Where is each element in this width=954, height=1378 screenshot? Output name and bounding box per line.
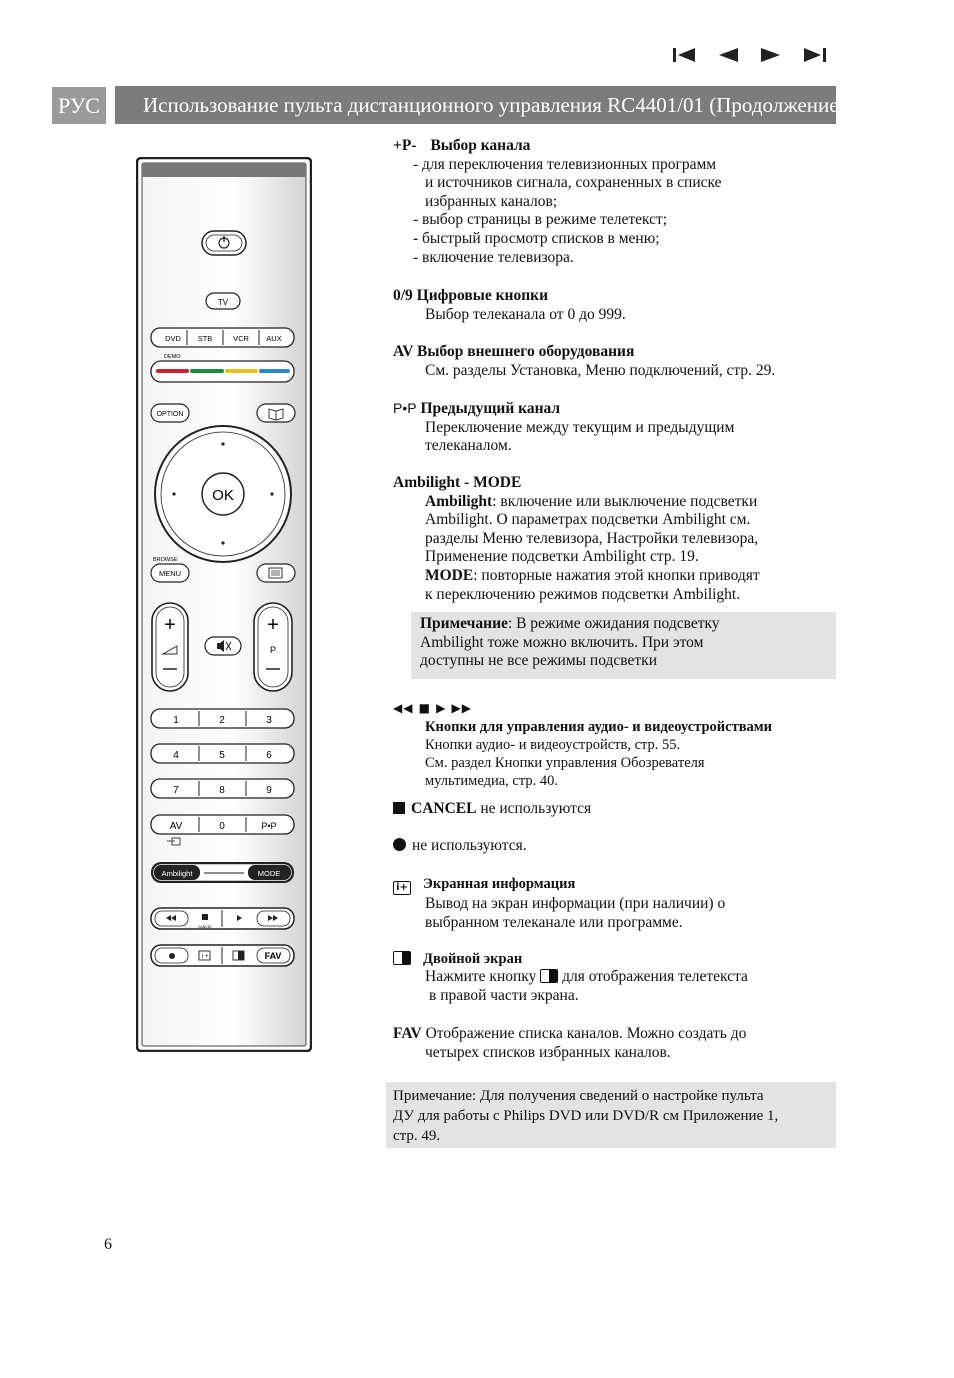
media-section: ◀◀ ■ ▶ ▶▶ Кнопки для управления аудио- и видеоустройствами Кнопки аудио- и видеоустройств, стр. 55. См. раздел Кнопки управления Обозревателя мультимедиа, стр. 40. [393, 699, 843, 790]
digit-row-1 [151, 709, 294, 728]
navigation-ring [155, 426, 291, 562]
svg-text:+: + [205, 954, 209, 960]
ambilight-note: Примечание: В режиме ожидания подсветку Ambilight тоже можно включить. При этом доступны не все режимы подсветки [411, 612, 836, 679]
pp-label: P•P [261, 821, 277, 831]
teletext-button [257, 564, 295, 582]
page-title: Использование пульта дистанционного управления RC4401/01 (Продолжение) [115, 86, 836, 124]
channel-key: +P- [393, 137, 417, 154]
stop-icon [393, 802, 405, 814]
tv-button [206, 293, 240, 309]
mode-label: MODE [257, 869, 281, 878]
info-section: i+ Экранная информация Вывод на экран информации (при наличии) о выбранном телеканале или программе. [393, 875, 843, 932]
record-icon [393, 838, 406, 851]
info-title: Экранная информация [423, 876, 576, 892]
media-control-row [151, 908, 294, 929]
ok-label: OK [212, 487, 234, 504]
pp-section: P•P Предыдущий канал Переключение между текущим и предыдущим телеканалом. [393, 400, 735, 455]
page-navigation [670, 44, 835, 66]
ambilight-section: Ambilight - MODE Ambilight: включение или выключение подсветки Ambilight. О параметрах подсветки Ambilight см. разделы Меню телевизора, Настройки телевизора, Применение подсветки Ambilight стр. 19. MODE: повторные нажатия этой кнопки приводят к переключению режимов подсветки Ambilight. [393, 474, 843, 604]
menu-label: MENU [158, 569, 182, 578]
svg-text:3: 3 [266, 715, 272, 726]
svg-text:1: 1 [173, 715, 179, 726]
source-buttons [151, 328, 294, 347]
channel-title: Выбор канала [430, 137, 531, 154]
svg-text:7: 7 [173, 785, 179, 796]
menu-button [151, 564, 189, 582]
svg-text:4: 4 [173, 750, 179, 761]
info-icon: i+ [393, 881, 411, 895]
guide-button [257, 404, 295, 422]
browse-label: BROWSE [153, 557, 178, 563]
remote-control-illustration [136, 157, 312, 1052]
dvd-label: DVD [165, 334, 181, 343]
option-button [151, 404, 189, 422]
pp-title: Предыдущий канал [420, 400, 561, 417]
page-number: 6 [104, 1236, 112, 1253]
media-title: Кнопки для управления аудио- и видеоустройствами [425, 718, 773, 735]
ambilight-bar [151, 862, 294, 883]
program-rocker [254, 603, 292, 691]
pp-key: P•P [393, 400, 417, 416]
dual-screen-section: Двойной экран Нажмите кнопку для отображения телетекста в правой части экрана. [393, 950, 843, 1005]
vcr-label: VCR [233, 334, 249, 343]
digit-row-4 [151, 815, 294, 834]
digit-row-2 [151, 744, 294, 763]
bottom-note: Примечание: Для получения сведений о настройке пульта ДУ для работы с Philips DVD или DVD/R см Приложение 1, стр. 49. [386, 1082, 836, 1148]
channel-section: +P- Выбор канала - для переключения телевизионных программ и источников сигнала, сохраненных в списке избранных каналов; - выбор страницы в режиме телетекст; - быстрый просмотр списков в меню; - включение телевизора. [393, 137, 722, 266]
svg-text:+: + [267, 614, 279, 636]
av-title: AV Выбор внешнего оборудования [393, 343, 635, 360]
p-label: P [269, 645, 277, 655]
language-badge: РУС [52, 87, 106, 124]
svg-text:5: 5 [219, 750, 225, 761]
fav-key-label: FAV [264, 951, 282, 961]
digits-title: 0/9 Цифровые кнопки [393, 287, 549, 304]
prev-page-icon[interactable] [716, 44, 740, 66]
option-label: OPTION [156, 411, 184, 418]
volume-rocker [152, 603, 188, 691]
dual-screen-icon [393, 951, 411, 965]
power-button [202, 231, 246, 255]
svg-text:6: 6 [266, 750, 272, 761]
tv-label: TV [217, 298, 229, 307]
ambilight-title: Ambilight - MODE [393, 474, 522, 491]
digit-row-3 [151, 779, 294, 798]
cancel-key-label: CANCEL [197, 925, 213, 929]
zero-label: 0 [219, 821, 225, 832]
first-page-icon[interactable] [672, 44, 696, 66]
aux-label: AUX [266, 334, 282, 343]
dual-screen-inline-icon [540, 969, 558, 983]
last-page-icon[interactable] [803, 44, 827, 66]
svg-text:8: 8 [219, 785, 225, 796]
record-section: не используются. [393, 837, 843, 856]
svg-text:+: + [164, 614, 176, 636]
ambilight-label: Ambilight [161, 869, 193, 878]
next-page-icon[interactable] [759, 44, 783, 66]
stb-label: STB [197, 334, 213, 343]
svg-text:i: i [202, 954, 204, 960]
av-section: AV Выбор внешнего оборудования См. разделы Установка, Меню подключений, стр. 29. [393, 343, 843, 380]
digits-section: 0/9 Цифровые кнопки Выбор телеканала от 0 до 999. [393, 287, 843, 324]
av-label: AV [169, 821, 183, 832]
svg-text:9: 9 [266, 785, 272, 796]
demo-label: DEMO [164, 354, 181, 360]
cancel-section: CANCEL не используются [393, 800, 843, 819]
media-symbols: ◀◀ ■ ▶ ▶▶ [393, 701, 473, 715]
mute-button [205, 637, 241, 655]
function-row [151, 945, 294, 966]
dual-screen-title: Двойной экран [423, 951, 523, 967]
color-buttons [151, 361, 294, 382]
svg-text:2: 2 [219, 715, 225, 726]
fav-section: FAV Отображение списка каналов. Можно создать до четырех списков избранных каналов. [393, 1025, 747, 1061]
